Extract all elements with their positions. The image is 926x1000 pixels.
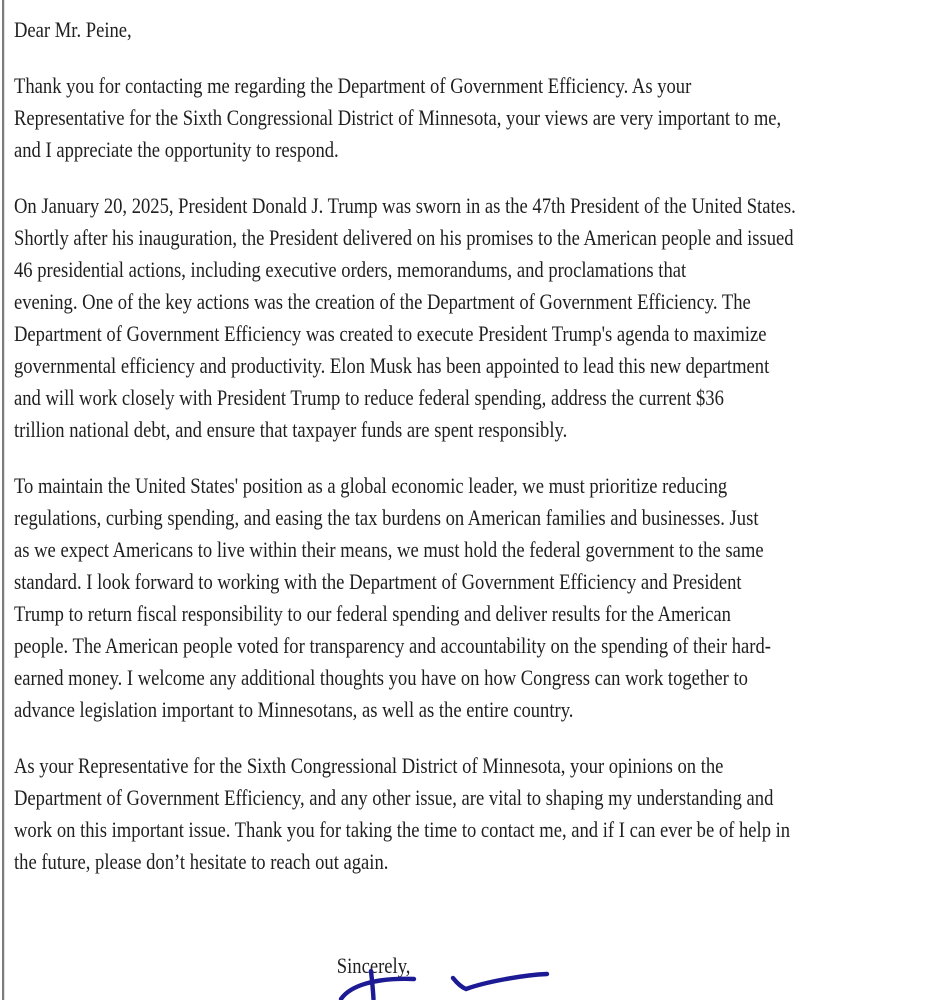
text-line: the future, please don’t hesitate to reach out again. (14, 849, 389, 874)
paragraph (14, 470, 926, 726)
text-line: and will work closely with President Trump to reduce federal spending, address the current $36 (14, 385, 724, 410)
text-line: Department of Government Efficiency, and any other issue, are vital to shaping my understanding and (14, 785, 774, 810)
text-line: Trump to return fiscal responsibility to our federal spending and deliver results for the American (14, 601, 731, 626)
paragraph (14, 70, 926, 166)
text-line: Department of Government Efficiency was created to execute President Trump's agenda to maximize (14, 321, 767, 346)
text-line: advance legislation important to Minnesotans, as well as the entire country. (14, 697, 574, 722)
text-line: as we expect Americans to live within their means, we must hold the federal government to the same (14, 537, 764, 562)
text-line: Representative for the Sixth Congressional District of Minnesota, your views are very important to me, (14, 105, 782, 130)
signature-handwriting (330, 968, 555, 1000)
signature-stroke-arc (341, 979, 414, 999)
text-line: trillion national debt, and ensure that taxpayer funds are spent responsibly. (14, 417, 568, 442)
text-line: evening. One of the key actions was the creation of the Department of Government Efficiency. The (14, 289, 751, 314)
signature-stroke-stem (371, 971, 374, 999)
text-line: 46 presidential actions, including executive orders, memorandums, and proclamations that (14, 257, 687, 282)
text-line: On January 20, 2025, President Donald J. Trump was sworn in as the 47th President of the United States. (14, 193, 796, 218)
text-line: Shortly after his inauguration, the President delivered on his promises to the American people and issued (14, 225, 794, 250)
closing: Sincerely, (336, 953, 411, 978)
salutation: Dear Mr. Peine, (14, 17, 132, 42)
paragraph (14, 750, 926, 878)
letter-body (14, 70, 926, 878)
paragraph (14, 190, 926, 446)
text-line: work on this important issue. Thank you for taking the time to contact me, and if I can ever be of help in (14, 817, 791, 842)
text-line: governmental efficiency and productivity. Elon Musk has been appointed to lead this new department (14, 353, 770, 378)
text-line: Thank you for contacting me regarding the Department of Government Efficiency. As your (14, 73, 692, 98)
text-line: people. The American people voted for transparency and accountability on the spending of their hard- (14, 633, 771, 658)
text-line: To maintain the United States' position as a global economic leader, we must prioritize reducing (14, 473, 728, 498)
text-line: regulations, curbing spending, and easing the tax burdens on American families and businesses. Just (14, 505, 759, 530)
left-margin-rule (2, 0, 4, 1000)
text-line: As your Representative for the Sixth Congressional District of Minnesota, your opinions on the (14, 753, 724, 778)
text-line: earned money. I welcome any additional thoughts you have on how Congress can work together to (14, 665, 748, 690)
text-line: standard. I look forward to working with the Department of Government Efficiency and President (14, 569, 742, 594)
letter-text-block (14, 14, 926, 982)
signature-stroke-check (453, 974, 547, 989)
text-line: and I appreciate the opportunity to respond. (14, 137, 339, 162)
